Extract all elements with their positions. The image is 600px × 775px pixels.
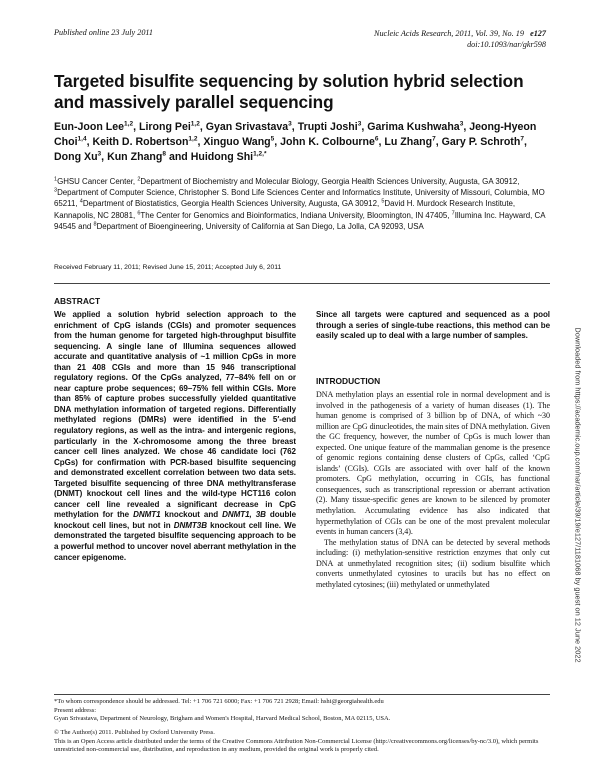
article-id: e127 — [530, 29, 546, 38]
author-affiliation-marker: 3 — [288, 120, 292, 128]
present-address: Gyan Srivastava, Department of Neurology, Brigham and Women's Hospital, Harvard Medical School, Boston, MA 02115, USA. — [54, 715, 391, 723]
author-name: Eun-Joon Lee$^{1,2}$ — [54, 120, 134, 133]
affiliation-text: David H. Murdock Research Institute, Kannapolis, NC 28081, — [54, 199, 516, 220]
footnote-divider — [54, 694, 550, 695]
affiliation-text: Department of Biostatistics, Georgia Health Sciences University, Augusta, GA 30912, — [82, 199, 382, 209]
intro-paragraph: The methylation status of DNA can be detected by several methods including: (i) methylation-sensitive restriction enzymes that only cut DNA at unmethylated recognition sites; (ii) sodium bisulfite which converts unmethylated cytosines to uracils but has no effect on methylated cytosines; (iii) methylated or unmethylated — [316, 537, 550, 589]
author-name: Xinguo Wang$^5$ — [203, 135, 275, 148]
author-affiliation-marker: 7 — [432, 135, 436, 143]
correspondence-note: *To whom correspondence should be addressed. Tel: +1 706 721 6000; Fax: +1 706 721 2928; Email: hshi@georgiahealth.edu — [54, 698, 384, 705]
author-affiliation-marker: 3 — [97, 150, 102, 158]
paper-title: Targeted bisulfite sequencing by solution hybrid selection and massively parallel sequencing — [54, 71, 524, 112]
footnotes — [54, 698, 550, 724]
copyright-line: © The Author(s) 2011. Published by Oxford University Press. — [54, 729, 215, 736]
author-name: Gary P. Schroth$^7$ — [441, 135, 524, 148]
affiliation-text: The Center for Genomics and Bioinformatics, Indiana University, Bloomington, IN 47405, — [140, 210, 452, 220]
affiliation-number: 1 — [54, 176, 58, 183]
present-address-label: Present address: — [54, 706, 97, 714]
journal-citation: Nucleic Acids Research, 2011, Vol. 39, No. 19 — [374, 29, 524, 38]
author-name: Huidong Shi$^{1,2,*}$ — [190, 150, 267, 163]
affiliation-text: Department of Biochemistry and Molecular Biology, Georgia Health Sciences University, Augusta, GA 30912, — [140, 177, 520, 186]
journal-header — [374, 28, 546, 50]
affiliation-number: 5 — [381, 198, 385, 205]
introduction-heading: INTRODUCTION — [316, 376, 381, 386]
abstract-heading: ABSTRACT — [54, 296, 101, 306]
doi: doi:10.1093/nar/gkr598 — [467, 40, 546, 49]
author-name: Lirong Pei$^{1,2}$ — [138, 120, 200, 133]
introduction-body — [316, 390, 550, 590]
author-affiliation-marker: 1,2 — [124, 120, 134, 128]
abstract-body: We applied a solution hybrid selection approach to the enrichment of CpG islands (CGIs) and promoter sequences from the human genome for targeted high-throughput bisulfite sequencing. A single lane of Illumina sequences allowed accurate and quantitative analysis of ~1 million CpGs in more than 21 408 CGIs and more than 15 946 transcriptional regulatory regions. Of the CpGs analyzed, 77–84% fell on or near capture probe sequences; 69–75% fell within CGIs. More than 85% of capture probes successfully yielded quantitative DNA methylation information of targeted regions. Differentially methylated regions (DMRs) were identified in the 5′-end regulatory regions, as well as the intra- and intergenic regions, particularly in the X-chromosome among the three breast cancer cell lines analyzed. We chose 46 candidate loci (762 CpGs) for confirmation with PCR-based bisulfite sequencing and demonstrated excellent correlation between two data sets. Targeted bisulfite sequencing of three DNA methyltransferase (DNMT) knockout cell lines and the wild-type HCT116 colon cancer cell line revealed a significant decrease in CpG methylation for the DNMT1 knockout and DNMT1, 3B double knockout cell lines, but not in DNMT3B knockout cell line. We demonstrated the targeted bisulfite sequencing approach to be a powerful method to uncover novel aberrant methylation in the cancer epigenome. — [54, 310, 296, 562]
copyright-notice — [54, 729, 554, 755]
affiliation-number: 3 — [54, 187, 58, 194]
author-name: Trupti Joshi$^3$ — [297, 120, 362, 133]
affiliations — [54, 176, 550, 232]
author-list: Eun-Joon Lee$^{1,2}$, Lirong Pei$^{1,2}$, Gyan Srivastava$^3$, Trupti Joshi$^3$, Garima Kushwaha$^3$, Jeong-Hyeon Choi$^{1,4}$, Keith D. Robertson$^{1,2}$, Xinguo Wang$^5$, John K. Colbourne$^6$, Lu Zhang$^7$, Gary P. Schroth$^7$, Dong Xu$^3$, Kun Zhang$^8$ and Huidong Shi$^{1,2,*}$ — [54, 120, 537, 163]
author-affiliation-marker: 7 — [520, 135, 524, 143]
intro-paragraph: DNA methylation plays an essential role in normal development and is involved in the pathogenesis of a variety of human diseases (1). The human genome is comprised of 3 billion bp of DNA, of which ~30 million are CpG dinucleotides, the main sites of DNA methylation. Given the GC frequency, however, the number of CpGs is much lower than expected. One unique feature of the mammalian genome is the presence of genomic regions containing dense clusters of CpGs, called ‘CpG islands’ (CGIs). CGIs are associated with over half of the known promoters. CpG methylation, occurring in CGIs, has functional consequences, such as transcriptional repression or aberrant activation (2). Many tissue-specific genes are known to be silenced by promoter methylation. Accumulating evidence has also indicated that hypermethylation of CGIs can be one of the most prevalent molecular events in human cancers (3,4). — [316, 390, 550, 537]
published-date: Published online 23 July 2011 — [54, 28, 153, 37]
author-name: Gyan Srivastava$^3$ — [205, 120, 292, 133]
affiliation-number: 4 — [79, 198, 83, 205]
affiliation-number: 6 — [137, 209, 141, 216]
license-text: This is an Open Access article distributed under the terms of the Creative Commons Attribution Non-Commercial License (http://creativecommons.org/licenses/by-nc/3.0), which permits unrestricted non-commercial use, distribution, and reproduction in any medium, provided the original work is properly cited. — [54, 737, 539, 754]
author-name: Jeong-Hyeon Choi$^{1,4}$ — [54, 121, 537, 148]
author-affiliation-marker: 8 — [162, 150, 166, 158]
affiliation-number: 8 — [93, 221, 97, 228]
affiliation-number: 7 — [451, 209, 455, 216]
author-name: Garima Kushwaha$^3$ — [367, 120, 464, 133]
author-affiliation-marker: 1,2 — [190, 120, 200, 128]
author-affiliation-marker: 1,4 — [77, 135, 87, 143]
author-name: Lu Zhang$^7$ — [384, 135, 436, 148]
author-affiliation-marker: 1,2,* — [253, 150, 267, 158]
author-name: Keith D. Robertson$^{1,2}$ — [92, 135, 198, 148]
author-affiliation-marker: 1,2 — [188, 135, 198, 143]
author-name: Kun Zhang$^8$ — [107, 150, 166, 163]
affiliation-text: GHSU Cancer Center, — [57, 177, 138, 186]
abstract-continued: Since all targets were captured and sequenced as a pool through a series of single-tube reactions, this method can be easily scaled up to deal with a large number of samples. — [316, 310, 550, 341]
received-dates: Received February 11, 2011; Revised June 15, 2011; Accepted July 6, 2011 — [54, 264, 282, 271]
author-name: John K. Colbourne$^6$ — [280, 135, 379, 148]
author-affiliation-marker: 3 — [459, 120, 464, 128]
affiliation-text: Department of Computer Science, Christopher S. Bond Life Sciences Center and Informatics Institute, University of Missouri, Columbia, MO 65211, — [54, 188, 545, 209]
author-name: Dong Xu$^3$ — [54, 150, 102, 163]
affiliation-number: 2 — [137, 176, 141, 183]
affiliation-text: Department of Bioengineering, University of California at San Diego, La Jolla, CA 92093, USA — [96, 221, 424, 231]
author-affiliation-marker: 5 — [270, 135, 275, 143]
author-affiliation-marker: 6 — [374, 135, 379, 143]
affiliation-text: Illumina Inc. Hayward, CA 94545 and — [54, 210, 546, 231]
header-divider — [54, 283, 550, 284]
author-affiliation-marker: 3 — [357, 120, 362, 128]
